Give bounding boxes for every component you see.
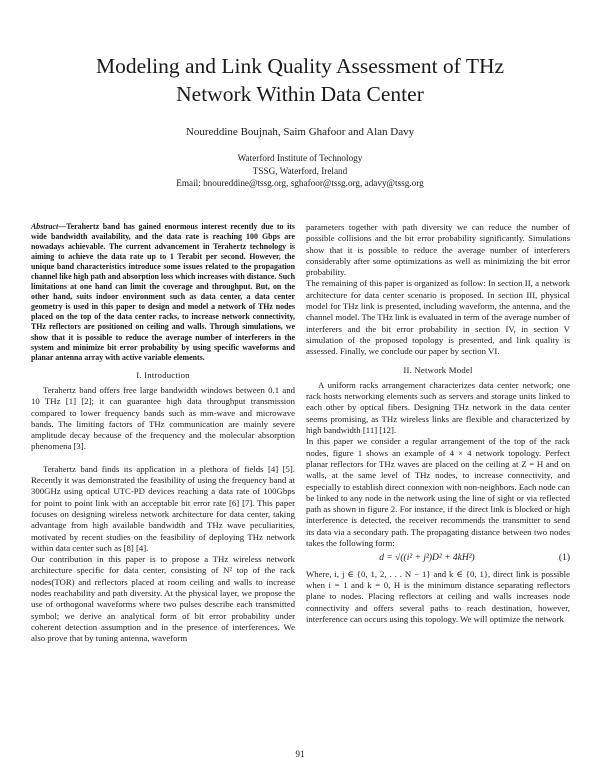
abstract [31, 222, 295, 363]
title-line-2: Network Within Data Center [176, 82, 424, 106]
left-column [31, 222, 295, 644]
network-paragraph-3: Where, i, j ∈ {0, 1, 2, . . . N − 1} and k ∈ {0, 1}, direct link is possible when i = 1 and k = 0, H is the minimum distance separating reflectors plane to nodes. Placing reflectors at ceiling and walls increases node connectivity and offers several paths to reach destination, however, interference can occurs using this topology. We will optimize the network [306, 568, 570, 624]
page-number: 91 [295, 749, 305, 759]
intro-paragraph-3: Our contribution in this paper is to propose a THz wireless network architecture specific for data center, consisting of N² top of the rack nodes(TOR) and reflectors placed at room ceiling and walls to increase nodes reachability and path diversity. At the physical layer, we propose the use of orthogonal waveforms where two pulses describe each transmitted symbol; we derive an analytical form of bit error probability under coherent detection assumption and in the presence of interferences. We also prove that by tuning antenna, waveform [31, 554, 295, 644]
intro-paragraph-2: Terahertz band finds its application in a plethora of fields [4] [5]. Recently it was demonstrated the feasibility of using the frequency band at 300GHz using optical UTC-PD devices reaching a data rate of 100Gbps for point to point link with an acceptable bit error rate [6] [7]. This paper focuses on designing wireless network architecture for data center, taking advantage from high available bandwidth and THz wave peculiarities, motivated by recent studies on the feasibility of deploying THz network within data center such as [8] [4]. [31, 463, 295, 553]
equation-1 [306, 553, 570, 564]
affiliation-block [40, 152, 560, 190]
section-heading-introduction: I. Introduction [136, 369, 190, 380]
paper-title [40, 52, 560, 108]
equation-body: d = √((i² + j²)D² + 4kH²) [379, 553, 475, 564]
intro-paragraph-1: Terahertz band offers free large bandwidth windows between 0.1 and 10 THz [1] [2]; it can guarantee high data throughput transmission compared to lower frequency bands such as mm-wave and microwave bands. The limiting factors of THz communication are mainly severe amplitude decay because of the frequency and the molecular absorption phenomena [3]. [31, 384, 295, 452]
author-emails: Email: bnoureddine@tssg.org, sghafoor@tssg.org, adavy@tssg.org [176, 178, 424, 188]
title-line-1: Modeling and Link Quality Assessment of THz [95, 54, 505, 78]
network-paragraph-2: In this paper we consider a regular arrangement of the top of the rack nodes, figure 1 shows an example of 4 × 4 network topology. Perfect planar reflectors for THz waves are placed on the ceiling at Z = H and on walls, at the same level of THz nodes, to increase connectivity, and especially to establish direct connexion with non-neighbors. Each node can be linked to any node in the network using the line of sight or via reflected path as shown in figure 2. For instance, if the direct link is blocked or high interference is detected, the receiver recommends the transmitter to send its data via a secondary path. The propagating distance between two nodes takes the following form: [306, 436, 570, 549]
affiliation-location: TSSG, Waterford, Ireland [252, 165, 348, 176]
right-column [306, 222, 570, 625]
abstract-label: Abstract [31, 222, 59, 231]
right-paragraph-1: parameters together with path diversity we can reduce the number of possible collisions and the bit error probability significantly. Simulations show that it is possible to reduce the average number of interferers considerably after some optimizations as well as minimizing the bit error probability. [306, 222, 570, 278]
network-paragraph-1: A uniform racks arrangement characterizes data center network; one rack hosts networking elements such as servers and storage units linked to each other by optical fibers. Designing THz network in the data center seems promising, as THz wireless links are flexible and characterized by high bandwidth [11] [12]. [306, 379, 570, 436]
abstract-text: —Terahertz band has gained enormous interest recently due to its wide bandwidth availability, and the data rate is reaching 100 Gbps are nowadays achievable. The current advancement in Terahertz technology is aiming to achieve the data rate up to 1 Terabit per second. However, the unique band characteristics introduce some issues related to the propagation channel like high path and absorption loss which increases with distance. Such limitations at one hand can limit the coverage and throughput. But, on the other hand, suits indoor environment such as data center, a data center geometry is used in this paper to design and model a network of THz nodes placed on the top of the data center racks, to increase network connectivity, THz reflectors are positioned on ceiling and walls. Through simulations, we show that it is possible to reduce the average number of interferers in the system and minimize bit error probability by using specific waveforms and planar antenna array with active variable elements. [31, 222, 295, 362]
author-list: Noureddine Boujnah, Saim Ghafoor and Alan Davy [185, 126, 415, 138]
equation-number: (1) [558, 553, 570, 564]
right-paragraph-2: The remaining of this paper is organized as follow: In section II, a network architecture for data center scenario is proposed. In section III, physical model for THz link is presented, including waveform, the antenna, and the channel model. The THz link is evaluated in term of the average number of interferers and the bit error probability in section IV, in section V simulation of the proposed topology is presented, and link quality is assessed. Finally, we conclude our paper by section VI. [306, 278, 570, 357]
section-heading-network-model: II. Network Model [403, 364, 473, 375]
affiliation-institution: Waterford Institute of Technology [237, 153, 363, 163]
paragraph-gap [31, 453, 295, 464]
